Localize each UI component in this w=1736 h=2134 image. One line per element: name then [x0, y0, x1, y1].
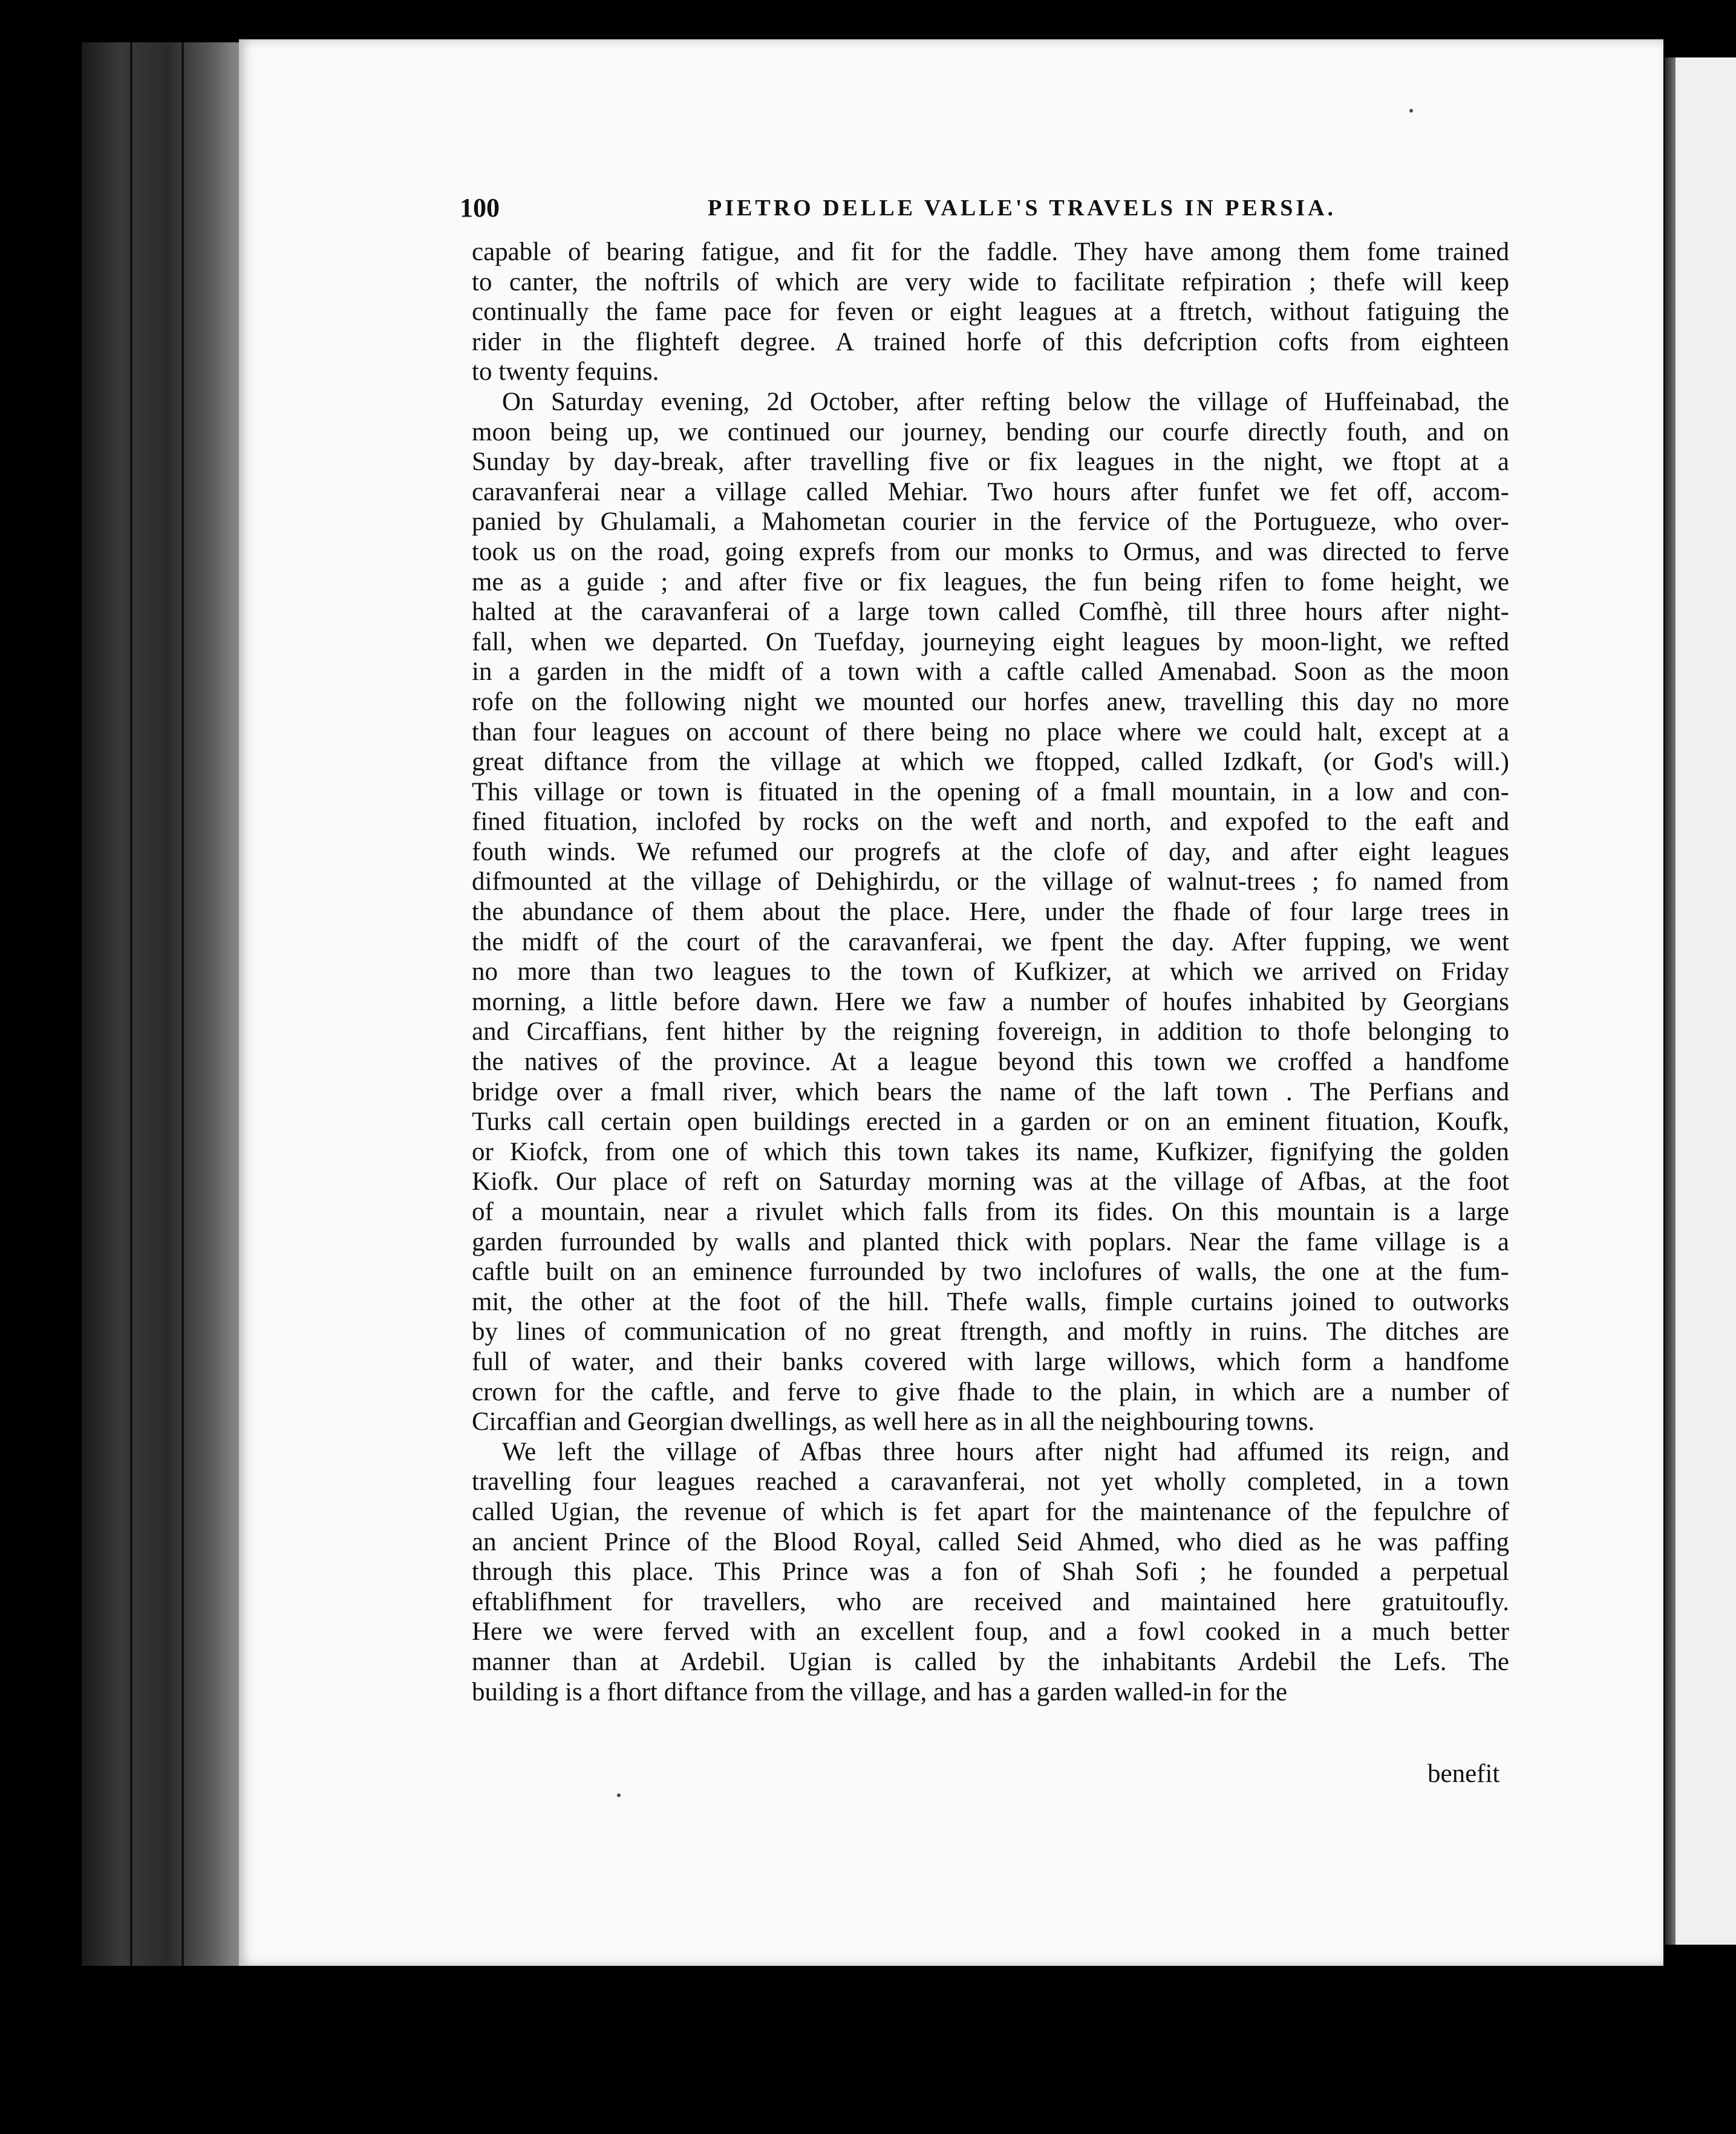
body-text [472, 237, 1509, 1707]
next-page-edge [1665, 57, 1676, 1945]
text-line: rofe on the following night we mounted our horfes anew, travelling this day no more [472, 687, 1509, 716]
text-line: crown for the caftle, and ferve to give fhade to the plain, in which are a number of [472, 1377, 1509, 1406]
text-line: fined fituation, inclofed by rocks on the weft and north, and expofed to the eaft and [472, 808, 1509, 837]
text-line: travelling four leagues reached a caravanferai, not yet wholly completed, in a town [472, 1467, 1509, 1496]
text-line: building is a fhort diftance from the village, and has a garden walled-in for the [472, 1677, 1288, 1706]
binding-line [181, 42, 184, 1966]
text-line: than four leagues on account of there being no place where we could halt, except at a [472, 717, 1509, 746]
text-line: the midft of the court of the caravanferai, we fpent the day. After fupping, we went [472, 927, 1509, 956]
speck [617, 1793, 621, 1797]
running-head [460, 192, 1536, 229]
text-line: On Saturday evening, 2d October, after refting below the village of Huffeinabad, the [502, 387, 1509, 416]
text-line: This village or town is fituated in the opening of a fmall mountain, in a low and con- [472, 777, 1509, 806]
text-line: halted at the caravanferai of a large town called Comfhè, till three hours after night- [472, 598, 1509, 627]
text-line: and Circaffians, fent hither by the reigning fovereign, in addition to thofe belonging to [472, 1017, 1509, 1046]
text-line: manner than at Ardebil. Ugian is called by the inhabitants Ardebil the Lefs. The [472, 1647, 1509, 1676]
text-line: capable of bearing fatigue, and fit for the faddle. They have among them fome trained [472, 238, 1509, 266]
next-page [1676, 57, 1736, 1945]
text-line: garden furrounded by walls and planted thick with poplars. Near the fame village is a [472, 1227, 1509, 1256]
text-line: Turks call certain open buildings erected in a garden or on an eminent fituation, Koufk, [472, 1108, 1509, 1137]
text-line: mit, the other at the foot of the hill. Thefe walls, fimple curtains joined to outworks [472, 1287, 1509, 1316]
text-line: through this place. This Prince was a fon of Shah Sofi ; he founded a perpetual [472, 1558, 1509, 1587]
text-line: no more than two leagues to the town of Kufkizer, at which we arrived on Friday [472, 958, 1509, 987]
text-line: We left the village of Afbas three hours after night had affumed its reign, and [502, 1437, 1509, 1466]
book-binding [82, 42, 239, 1966]
text-line: Sunday by day-break, after travelling five or fix leagues in the night, we ftopt at a [472, 448, 1509, 477]
page-number: 100 [460, 193, 500, 223]
text-line: to twenty fequins. [472, 357, 659, 387]
text-line: great diftance from the village at which we ftopped, called Izdkaft, (or God's will.) [472, 748, 1509, 777]
text-line: continually the fame pace for feven or eight leagues at a ftretch, without fatiguing the [472, 298, 1509, 327]
text-line: Here we were ferved with an excellent foup, and a fowl cooked in a much better [472, 1617, 1509, 1646]
text-line: fouth winds. We refumed our progrefs at the clofe of day, and after eight leagues [472, 837, 1509, 866]
text-line: eftablifhment for travellers, who are received and maintained here gratuitoufly. [472, 1587, 1509, 1616]
text-line: the abundance of them about the place. Here, under the fhade of four large trees in [472, 898, 1509, 927]
text-line: Kiofk. Our place of reft on Saturday morning was at the village of Afbas, at the foot [472, 1167, 1509, 1196]
text-line: full of water, and their banks covered with large willows, which form a handfome [472, 1347, 1509, 1376]
text-line: or Kiofck, from one of which this town takes its name, Kufkizer, fignifying the golden [472, 1137, 1509, 1166]
text-line: in a garden in the midft of a town with a caftle called Amenabad. Soon as the moon [472, 657, 1509, 687]
text-line: panied by Ghulamali, a Mahometan courier in the fervice of the Portugueze, who over- [472, 507, 1509, 537]
text-line: Circaffian and Georgian dwellings, as well here as in all the neighbouring towns. [472, 1408, 1315, 1437]
text-line: the natives of the province. At a league beyond this town we croffed a handfome [472, 1048, 1509, 1077]
text-line: of a mountain, near a rivulet which falls from its fides. On this mountain is a large [472, 1198, 1509, 1226]
text-line: rider in the flighteft degree. A trained horfe of this defcription cofts from eighteen [472, 327, 1509, 356]
text-line: fall, when we departed. On Tuefday, journeying eight leagues by moon-light, we refted [472, 627, 1509, 656]
catchword: benefit [1428, 1760, 1500, 1788]
text-line: caftle built on an eminence furrounded by two inclofures of walls, the one at the fum- [472, 1258, 1509, 1287]
text-line: an ancient Prince of the Blood Royal, called Seid Ahmed, who died as he was paffing [472, 1527, 1509, 1556]
speck [1409, 109, 1413, 113]
text-line: called Ugian, the revenue of which is fet apart for the maintenance of the fepulchre of [472, 1497, 1509, 1526]
text-line: caravanferai near a village called Mehiar. Two hours after funfet we fet off, accom- [472, 477, 1509, 506]
text-line: by lines of communication of no great ftrength, and moftly in ruins. The ditches are [472, 1317, 1509, 1346]
text-line: me as a guide ; and after five or fix leagues, the fun being rifen to fome height, we [472, 567, 1509, 596]
text-line: bridge over a fmall river, which bears the name of the laft town . The Perfians and [472, 1077, 1509, 1106]
text-line: to canter, the noftrils of which are very wide to facilitate refpiration ; thefe will keep [472, 267, 1509, 296]
text-line: difmounted at the village of Dehighirdu, or the village of walnut-trees ; fo named from [472, 867, 1509, 896]
binding-line [130, 42, 132, 1966]
text-line: morning, a little before dawn. Here we faw a number of houfes inhabited by Georgians [472, 987, 1509, 1016]
running-title: PIETRO DELLE VALLE'S TRAVELS IN PERSIA. [708, 195, 1337, 221]
text-line: took us on the road, going exprefs from our monks to Ormus, and was directed to ferve [472, 537, 1509, 566]
text-line: moon being up, we continued our journey, bending our courfe directly fouth, and on [472, 417, 1509, 446]
